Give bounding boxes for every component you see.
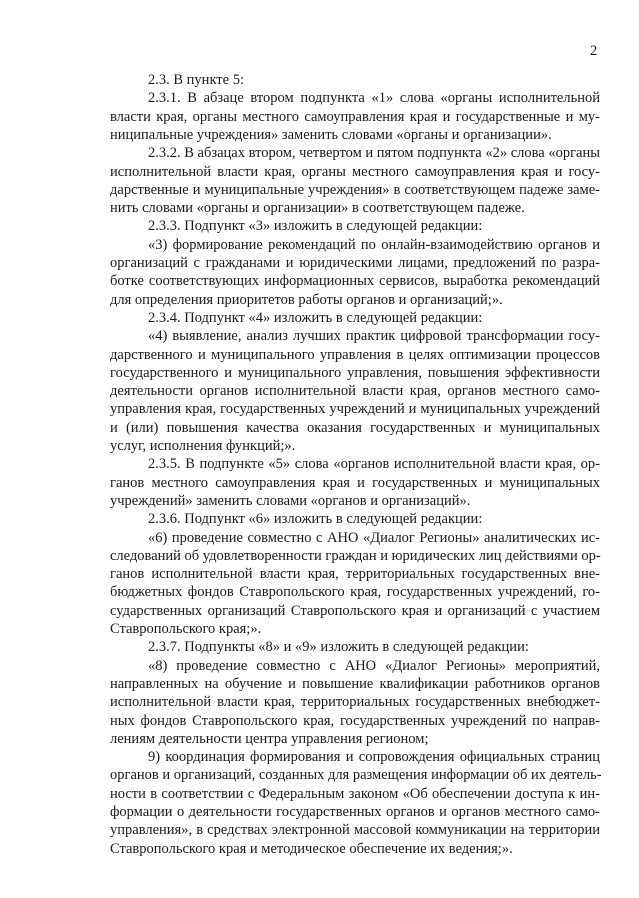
page-number: 2 bbox=[590, 43, 598, 59]
text-line: 2.3.5. В подпункте «5» слова «органов исполнительной власти края, ор- bbox=[148, 456, 600, 473]
text-line: сударственных организаций Ставропольского края и организаций с участием bbox=[110, 602, 600, 619]
text-line: 2.3.4. Подпункт «4» изложить в следующей редакции: bbox=[148, 309, 483, 326]
text-line: нить словами «органы и организации» в соответствующем падеже. bbox=[110, 200, 525, 217]
text-line: направленных на обучение и повышение квалификации работников органов bbox=[110, 675, 600, 692]
text-line: Ставропольского края;». bbox=[110, 621, 262, 637]
text-line: Ставропольского края и методическое обеспечение их ведения;». bbox=[110, 840, 513, 857]
text-line: управления края, государственных учреждений и муниципальных учреждений bbox=[110, 401, 600, 418]
text-line: ганов исполнительной власти края, территориальных государственных вне- bbox=[110, 566, 600, 583]
text-line: «3) формирование рекомендаций по онлайн-взаимодействию органов и bbox=[148, 236, 600, 253]
text-line: управления», в средствах электронной массовой коммуникации на территории bbox=[110, 822, 600, 839]
text-line: 9) координация формирования и сопровождения официальных страниц bbox=[148, 749, 600, 766]
text-line: услуг, исполнения функций;». bbox=[110, 438, 296, 454]
text-line: формации о деятельности государственных органов и органов местного само- bbox=[110, 804, 600, 820]
text-line: исполнительной власти края, территориальных государственных внебюджет- bbox=[110, 694, 600, 711]
text-line: государственного и муниципального управления, повышения эффективности bbox=[110, 364, 600, 381]
text-line: 2.3.1. В абзаце втором подпункта «1» слова «органы исполнительной bbox=[148, 90, 600, 107]
text-line: дарственные и муниципальные учреждения» в соответствующем падеже заме- bbox=[110, 181, 600, 198]
text-line: для определения приоритетов работы органов и организаций;». bbox=[110, 291, 503, 308]
text-line: и (или) повышения качества оказания государственных и муниципальных bbox=[110, 419, 600, 436]
text-line: «6) проведение совместно с АНО «Диалог Регионы» аналитических ис- bbox=[148, 529, 600, 546]
text-line: 2.3. В пункте 5: bbox=[148, 72, 244, 88]
text-line: 2.3.3. Подпункт «3» изложить в следующей редакции: bbox=[148, 218, 483, 235]
text-line: ных фондов Ставропольского края, государственных учреждений по направ- bbox=[110, 712, 600, 729]
text-line: ганов местного самоуправления края и государственных и муниципальных bbox=[110, 474, 600, 491]
text-line: дарственного и муниципального управления в целях оптимизации процессов bbox=[110, 346, 600, 363]
text-line: власти края, органы местного самоуправления края и государственные и му- bbox=[110, 108, 600, 125]
text-line: бюджетных фондов Ставропольского края, государственных учреждений, го- bbox=[110, 584, 600, 601]
text-line: «8) проведение совместно с АНО «Диалог Регионы» мероприятий, bbox=[148, 657, 600, 674]
text-line: ботке соответствующих информационных сервисов, выработка рекомендаций bbox=[110, 273, 600, 290]
text-line: лениям деятельности центра управления регионом; bbox=[110, 730, 429, 747]
text-line: 2.3.6. Подпункт «6» изложить в следующей редакции: bbox=[148, 511, 483, 528]
text-line: ности в соответствии с Федеральным законом «Об обеспечении доступа к ин- bbox=[110, 785, 600, 802]
text-line: организаций с гражданами и юридическими лицами, предложений по разра- bbox=[110, 255, 600, 271]
text-line: ниципальные учреждения» заменить словами «органы и организации». bbox=[110, 126, 552, 143]
text-line: «4) выявление, анализ лучших практик цифровой трансформации госу- bbox=[148, 328, 600, 345]
text-line: 2.3.7. Подпункты «8» и «9» изложить в следующей редакции: bbox=[148, 639, 529, 656]
text-line: 2.3.2. В абзацах втором, четвертом и пятом подпункта «2» слова «органы bbox=[148, 145, 600, 162]
text-line: органов и организаций, созданных для размещения информации об их деятель- bbox=[110, 767, 602, 784]
text-line: деятельности органов исполнительной власти края, органов местного само- bbox=[110, 383, 600, 400]
text-line: исполнительной власти края, органы местного самоуправления края и госу- bbox=[110, 163, 600, 180]
text-line: следований об удовлетворенности граждан и юридических лиц действиями ор- bbox=[110, 547, 601, 564]
text-line: учреждений» заменить словами «органов и организаций». bbox=[110, 492, 471, 509]
